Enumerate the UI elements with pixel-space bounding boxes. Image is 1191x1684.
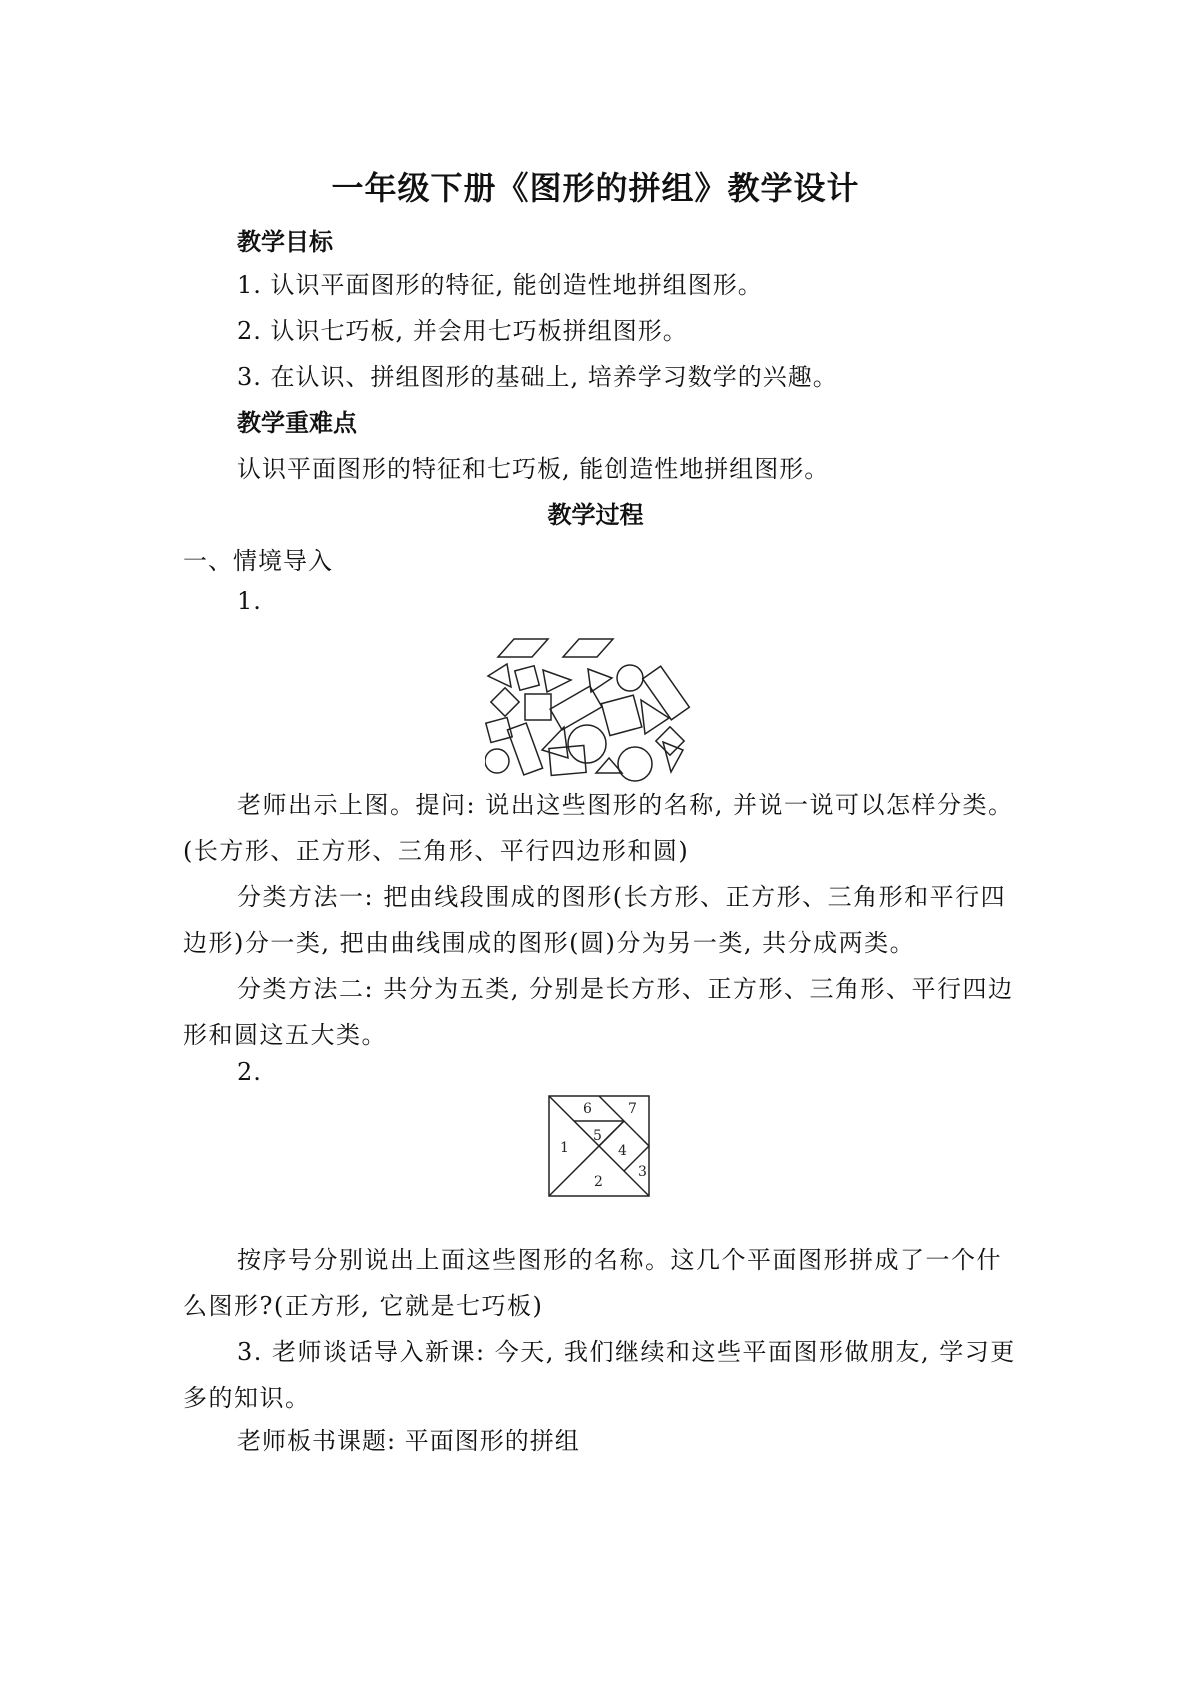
step-2-label: 2. — [237, 1058, 262, 1086]
parallelogram-shape — [563, 639, 613, 657]
step-1-paragraph-2: 分类方法一: 把由线段围成的图形(长方形、正方形、三角形和平行四边形)分一类, 把由曲线围成的图形(圆)分为另一类, 共分成两类。 — [183, 883, 1007, 957]
triangle-shape — [641, 700, 669, 734]
board-title: 老师板书课题: 平面图形的拼组 — [237, 1427, 580, 1455]
square-shape — [656, 727, 684, 755]
square-shape — [601, 695, 641, 735]
tangram-label-2: 2 — [594, 1174, 603, 1190]
objective-item-2: 2. 认识七巧板, 并会用七巧板拼组图形。 — [237, 317, 688, 345]
objective-item-3: 3. 在认识、拼组图形的基础上, 培养学习数学的兴趣。 — [237, 363, 838, 391]
process-heading: 教学过程 — [547, 501, 644, 529]
square-shape — [515, 666, 539, 690]
objective-item-1: 1. 认识平面图形的特征, 能创造性地拼组图形。 — [237, 271, 763, 299]
square-shape — [525, 694, 551, 720]
tangram-label-1: 1 — [560, 1140, 569, 1156]
step-3-paragraph: 3. 老师谈话导入新课: 今天, 我们继续和这些平面图形做朋友, 学习更多的知识。 — [183, 1338, 1016, 1412]
tangram-label-4: 4 — [618, 1143, 627, 1159]
step-2-paragraph: 按序号分别说出上面这些图形的名称。这几个平面图形拼成了一个什么图形?(正方形, 它就是七巧板) — [183, 1246, 1002, 1320]
circle-shape — [485, 749, 509, 773]
tangram-label-7: 7 — [628, 1101, 637, 1117]
rectangle-shape — [507, 723, 542, 775]
page-title: 一年级下册《图形的拼组》教学设计 — [331, 169, 860, 207]
parallelogram-shape — [498, 639, 548, 657]
circle-shape — [618, 747, 652, 781]
square-shape — [491, 688, 519, 716]
tangram-label-6: 6 — [583, 1101, 592, 1117]
triangle-shape — [542, 727, 568, 758]
triangle-shape — [663, 742, 683, 772]
circle-shape — [568, 725, 606, 763]
triangle-shape — [488, 664, 511, 687]
step-1-label: 1. — [237, 587, 262, 615]
shapes-figure — [485, 626, 750, 796]
key-points-heading: 教学重难点 — [237, 409, 357, 437]
objectives-heading: 教学目标 — [237, 228, 333, 256]
circle-shape — [617, 665, 643, 691]
step-1-paragraph-1: 老师出示上图。提问: 说出这些图形的名称, 并说一说可以怎样分类。(长方形、正方形、三角形、平行四边形和圆) — [183, 791, 1014, 865]
section-1-heading: 一、情境导入 — [183, 547, 333, 575]
triangle-shape — [543, 670, 571, 692]
rectangle-shape — [550, 686, 602, 730]
tangram-label-5: 5 — [593, 1128, 602, 1144]
step-1-paragraph-3: 分类方法二: 共分为五类, 分别是长方形、正方形、三角形、平行四边形和圆这五大类。 — [183, 975, 1014, 1049]
rectangle-shape — [643, 666, 690, 720]
tangram-figure — [548, 1095, 650, 1197]
key-points-text: 认识平面图形的特征和七巧板, 能创造性地拼组图形。 — [237, 455, 830, 483]
tangram-label-3: 3 — [638, 1164, 647, 1180]
